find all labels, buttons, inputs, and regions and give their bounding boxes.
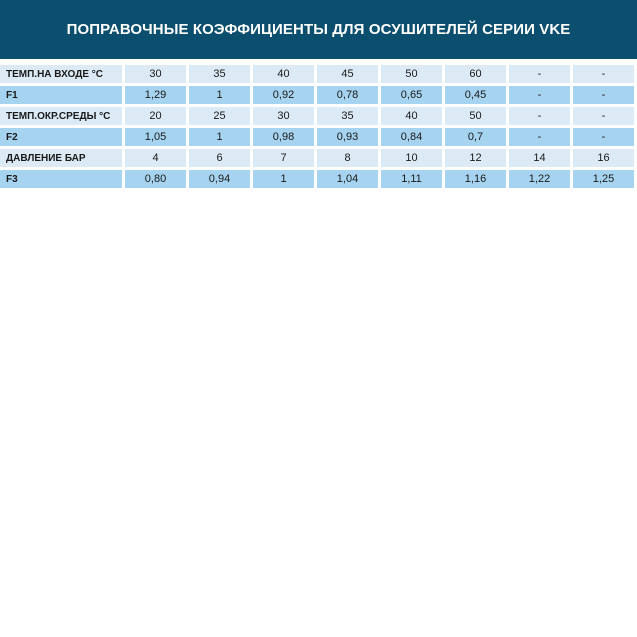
table-cell: - bbox=[509, 86, 570, 104]
table-cell: - bbox=[509, 65, 570, 83]
table-title: ПОПРАВОЧНЫЕ КОЭФФИЦИЕНТЫ ДЛЯ ОСУШИТЕЛЕЙ СЕРИИ VKE bbox=[66, 21, 571, 38]
table-cell: 40 bbox=[253, 65, 314, 83]
table-cell: 1,16 bbox=[445, 170, 506, 188]
row-label: ТЕМП.ОКР.СРЕДЫ °C bbox=[0, 107, 122, 125]
row-label: F2 bbox=[0, 128, 122, 146]
table-cell: 4 bbox=[125, 149, 186, 167]
table-cell: - bbox=[509, 128, 570, 146]
table-row bbox=[0, 170, 634, 188]
table-row bbox=[0, 65, 634, 83]
table-cell: 30 bbox=[125, 65, 186, 83]
table-cell: - bbox=[573, 65, 634, 83]
table-cell: 0,80 bbox=[125, 170, 186, 188]
coefficients-table bbox=[0, 62, 637, 191]
table-cell: 50 bbox=[445, 107, 506, 125]
table-cell: 1 bbox=[253, 170, 314, 188]
table-row bbox=[0, 149, 634, 167]
row-label: ДАВЛЕНИЕ БАР bbox=[0, 149, 122, 167]
row-label: F3 bbox=[0, 170, 122, 188]
table-cell: - bbox=[573, 86, 634, 104]
table-cell: 0,78 bbox=[317, 86, 378, 104]
table-cell: 1,25 bbox=[573, 170, 634, 188]
table-cell: 25 bbox=[189, 107, 250, 125]
table-cell: 8 bbox=[317, 149, 378, 167]
table-cell: 60 bbox=[445, 65, 506, 83]
table-cell: 0,65 bbox=[381, 86, 442, 104]
table-cell: 1 bbox=[189, 128, 250, 146]
table-cell: 45 bbox=[317, 65, 378, 83]
table-cell: 1 bbox=[189, 86, 250, 104]
row-label: F1 bbox=[0, 86, 122, 104]
table-cell: 0,92 bbox=[253, 86, 314, 104]
table-cell: 14 bbox=[509, 149, 570, 167]
table-cell: 16 bbox=[573, 149, 634, 167]
table-cell: 1,11 bbox=[381, 170, 442, 188]
table-cell: 0,93 bbox=[317, 128, 378, 146]
table-cell: 35 bbox=[189, 65, 250, 83]
table-cell: 1,29 bbox=[125, 86, 186, 104]
table-cell: 0,84 bbox=[381, 128, 442, 146]
table-row bbox=[0, 107, 634, 125]
table-cell: 1,05 bbox=[125, 128, 186, 146]
table-cell: - bbox=[509, 107, 570, 125]
table-row bbox=[0, 86, 634, 104]
table-cell: 0,94 bbox=[189, 170, 250, 188]
table-cell: 6 bbox=[189, 149, 250, 167]
table-cell: 1,22 bbox=[509, 170, 570, 188]
table-cell: - bbox=[573, 107, 634, 125]
table-cell: 10 bbox=[381, 149, 442, 167]
table-cell: 7 bbox=[253, 149, 314, 167]
table-cell: 12 bbox=[445, 149, 506, 167]
table-cell: 1,04 bbox=[317, 170, 378, 188]
table-cell: 40 bbox=[381, 107, 442, 125]
table-cell: 0,98 bbox=[253, 128, 314, 146]
table-cell: 0,7 bbox=[445, 128, 506, 146]
table-cell: - bbox=[573, 128, 634, 146]
table-cell: 35 bbox=[317, 107, 378, 125]
row-label: ТЕМП.НА ВХОДЕ °C bbox=[0, 65, 122, 83]
table-cell: 20 bbox=[125, 107, 186, 125]
table-cell: 30 bbox=[253, 107, 314, 125]
coefficients-table-body bbox=[0, 65, 634, 188]
table-cell: 50 bbox=[381, 65, 442, 83]
table-row bbox=[0, 128, 634, 146]
table-cell: 0,45 bbox=[445, 86, 506, 104]
title-bar bbox=[0, 0, 637, 59]
